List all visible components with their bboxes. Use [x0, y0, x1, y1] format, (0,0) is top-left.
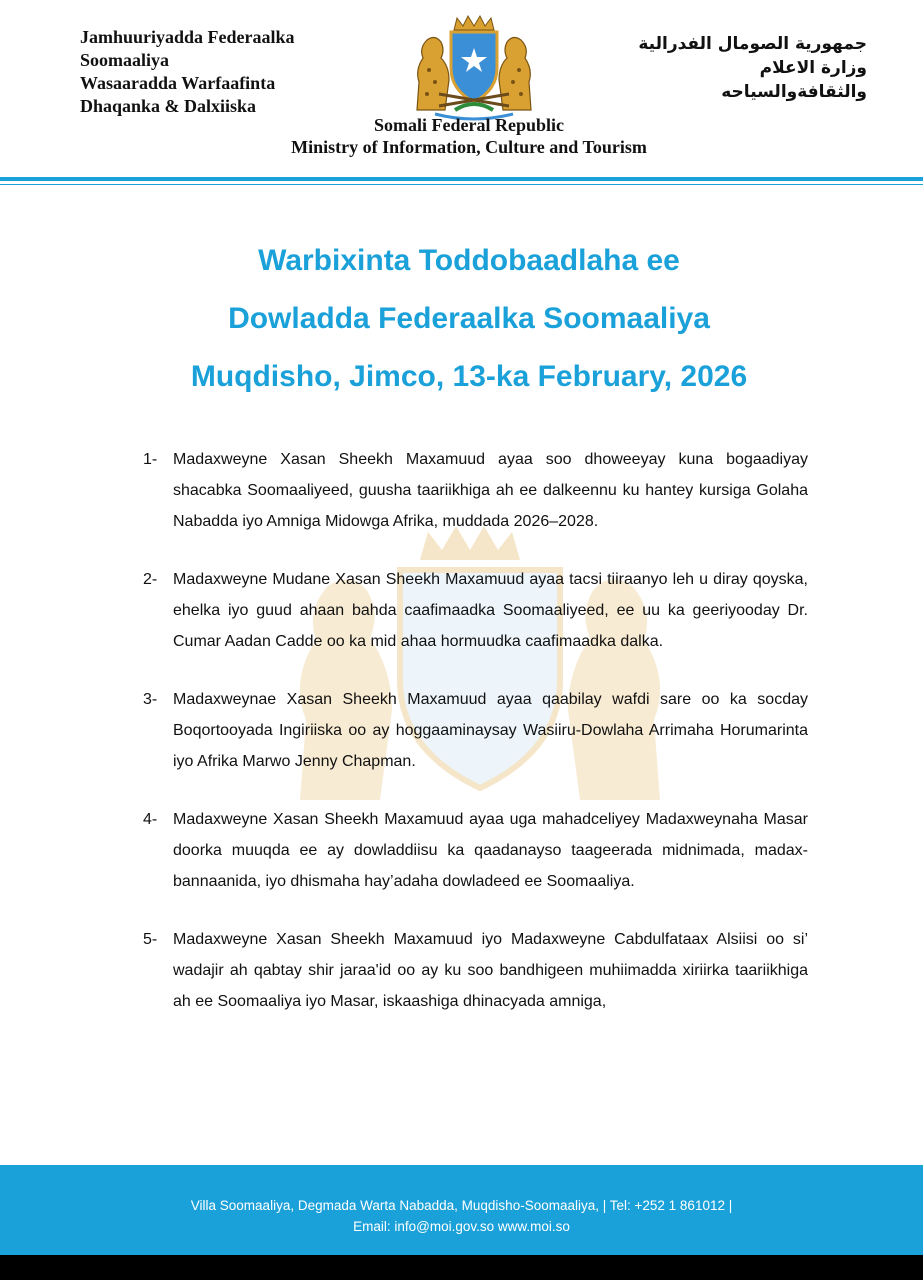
item-number: 5- — [143, 931, 158, 948]
header-english-ministry — [0, 114, 923, 158]
list-item — [143, 684, 808, 777]
list-item — [143, 564, 808, 657]
footer-contact-bar — [0, 1165, 923, 1255]
item-text: Madaxweyne Xasan Sheekh Maxamuud ayaa soo dhoweeyay kuna bogaadiyay shacabka Soomaaliyeed, guusha taariikhiga ah ee dalkeennu ku hantey kursiga Golaha Nabadda iyo Amniga Midowga Afrika, muddada 2026–2028. — [173, 451, 808, 530]
item-text: Madaxweyne Xasan Sheekh Maxamuud ayaa uga mahadceliyey Madaxweynaha Masar doorka muuqda ee ay dowladdiisu ka qaadanayso taageerada midnimada, madax-bannaanida, iyo dhismaha hay’adaha dowladeed ee Soomaaliya. — [173, 811, 808, 890]
item-number: 4- — [143, 811, 158, 828]
document-title-line-2: Dowladda Federaalka Soomaaliya — [228, 302, 710, 335]
header-left-line: Dhaqanka & Dalxiiska — [80, 96, 257, 116]
item-number: 2- — [143, 571, 158, 588]
header-left-line: Jamhuuriyadda Federaalka — [80, 27, 295, 47]
list-item — [143, 804, 808, 897]
header-center-line: Ministry of Information, Culture and Tourism — [291, 137, 647, 157]
header-divider-thin — [0, 184, 923, 185]
document-title-date: Muqdisho, Jimco, 13-ka February, 2026 — [190, 360, 748, 393]
header-right-line: جمهورية الصومال الفدرالية — [638, 34, 867, 54]
list-item — [143, 924, 808, 1017]
report-items-list — [143, 444, 808, 1044]
list-item — [143, 444, 808, 537]
header-somali-ministry — [80, 26, 295, 118]
document-title-line-1: Warbixinta Toddobaadlaha ee — [258, 244, 680, 277]
header-right-line: والثقافةوالسياحه — [721, 82, 867, 102]
item-number: 1- — [143, 451, 158, 468]
item-text: Madaxweyne Mudane Xasan Sheekh Maxamuud ayaa tacsi tiiraanyo leh u diray qoyska, ehelka iyo guud ahaan bahda caafimaadka Soomaaliyeed, ee uu ka geeriyooday Dr. Cumar Aadan Cadde oo ka mid ahaa hormuudka caafimaadka dalka. — [173, 571, 808, 650]
header-left-line: Wasaaradda Warfaafinta — [80, 73, 276, 93]
header-divider-thick — [0, 177, 923, 181]
somalia-coat-of-arms-emblem — [405, 10, 543, 124]
header-right-line: وزارة الاعلام — [759, 58, 867, 78]
footer-address: Villa Soomaaliya, Degmada Warta Nabadda, Muqdisho-Soomaaliya, | Tel: +252 1 861012 | — [190, 1198, 733, 1213]
header-arabic-ministry — [638, 32, 867, 104]
footer-email-website: Email: info@moi.gov.so www.moi.so — [353, 1219, 570, 1234]
header-left-line: Soomaaliya — [80, 50, 170, 70]
item-text: Madaxweynae Xasan Sheekh Maxamuud ayaa qaabilay wafdi sare oo ka socday Boqortooyada Ingiriiska oo ay hoggaaminaysay Wasiiru-Dowlaha Arrimaha Horumarinta iyo Afrika Marwo Jenny Chapman. — [173, 691, 808, 770]
header-center-line: Somali Federal Republic — [374, 115, 564, 135]
item-text: Madaxweyne Xasan Sheekh Maxamuud iyo Madaxweyne Cabdulfataax Alsiisi oo si’ wadajir ah qabtay shir jaraa'id oo ay ku soo bandhigeen muhiimadda xiriirka taariikhiga ah ee Soomaaliya iyo Masar, iskaashiga dhinacyada amniga, — [173, 931, 808, 1010]
item-number: 3- — [143, 691, 158, 708]
